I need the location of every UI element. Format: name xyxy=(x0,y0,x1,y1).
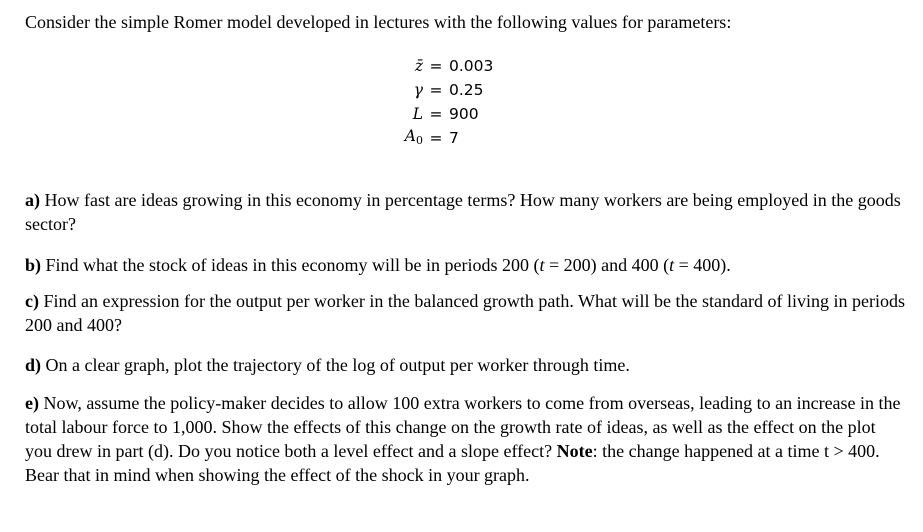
time-variable: t xyxy=(539,255,545,275)
question-text: Now, assume the policy-maker decides to allow 100 extra workers to come from overseas, leading to an increase in the total labour force to 1,000. Show the effects of this change on the growth rate of ideas, as well as the effect on the plot you drew in part (d). Do you notice both a level effect and a slope effect? xyxy=(25,393,901,461)
intro-text: Consider the simple Romer model developed in lectures with the following values for parameters: xyxy=(25,12,732,32)
question-d xyxy=(25,353,905,377)
equals-sign: = xyxy=(429,129,443,147)
question-text: : the change happened at a time t > 400. Bear that in mind when showing the effect of the shock in your graph. xyxy=(25,441,880,485)
note-label: Note xyxy=(556,441,593,461)
question-label: e) xyxy=(25,393,39,413)
parameter-row-zbar xyxy=(380,54,540,78)
parameter-symbol: z̄ xyxy=(414,57,423,75)
question-text: How fast are ideas growing in this economy in percentage terms? How many workers are being employed in the goods sector? xyxy=(25,190,901,234)
question-label: b) xyxy=(25,255,42,275)
parameter-row-a0 xyxy=(380,126,540,150)
question-text: Find an expression for the output per worker in the balanced growth path. What will be the standard of living in periods 200 and 400? xyxy=(25,291,905,335)
parameter-value: 0.25 xyxy=(449,81,484,99)
parameter-row-gamma xyxy=(380,78,540,102)
question-b xyxy=(25,253,905,277)
question-text: On a clear graph, plot the trajectory of the log of output per worker through time. xyxy=(45,355,630,375)
parameter-subscript: 0 xyxy=(416,133,423,147)
parameter-symbol: γ xyxy=(413,81,423,99)
question-label: a) xyxy=(25,190,40,210)
question-label: d) xyxy=(25,355,42,375)
question-a xyxy=(25,188,905,236)
time-variable: t xyxy=(669,255,675,275)
parameter-symbol xyxy=(380,124,423,153)
question-text: = 400). xyxy=(674,255,731,275)
equals-sign: = xyxy=(429,105,443,123)
parameter-symbol-base: A xyxy=(404,126,416,145)
equals-sign: = xyxy=(429,81,443,99)
parameter-value: 7 xyxy=(449,129,459,147)
parameter-value: 0.003 xyxy=(449,57,494,75)
parameter-value: 900 xyxy=(449,105,479,123)
parameter-row-labor xyxy=(380,102,540,126)
equals-sign: = xyxy=(429,57,443,75)
question-label: c) xyxy=(25,291,39,311)
question-text: = 200) and 400 ( xyxy=(544,255,670,275)
parameter-symbol: L xyxy=(412,105,423,123)
question-c xyxy=(25,289,905,337)
question-e xyxy=(25,391,905,487)
parameter-list xyxy=(380,54,540,150)
question-text: Find what the stock of ideas in this economy will be in periods 200 ( xyxy=(45,255,540,275)
